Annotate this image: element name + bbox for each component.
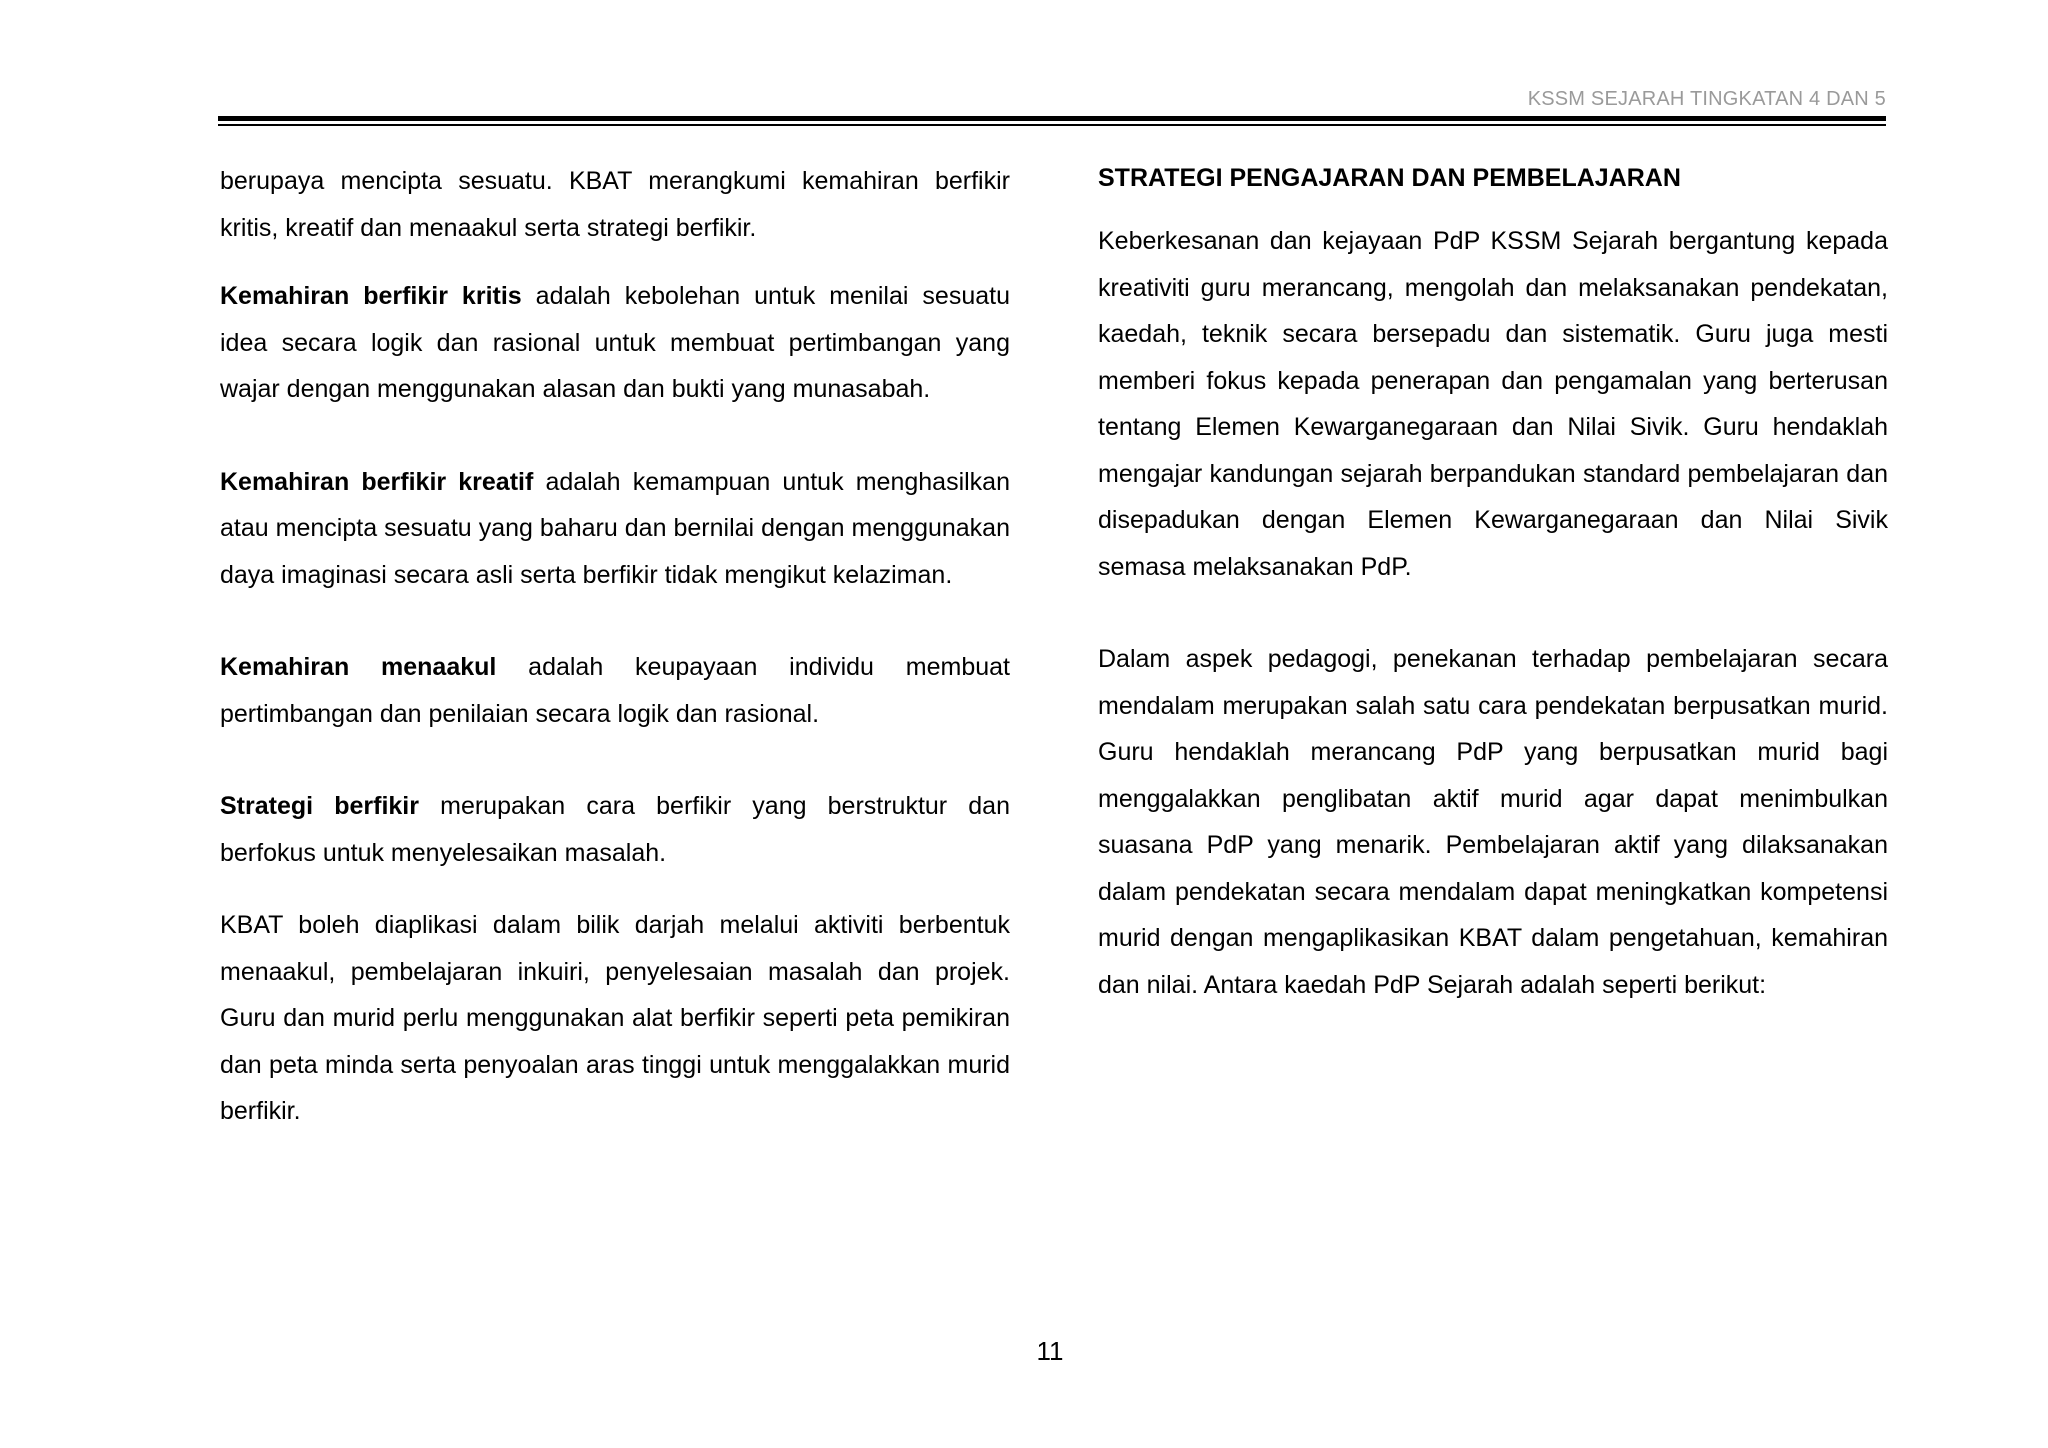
definition-thinking-strategy: merupakan cara berfikir yang berstruktur dan berfokus untuk menyelesaikan masalah. <box>220 792 1010 867</box>
section-heading: STRATEGI PENGAJARAN DAN PEMBELAJARAN <box>1098 164 1681 192</box>
term-thinking-strategy: Strategi berfikir <box>220 792 419 820</box>
paragraph-creative-thinking <box>220 459 1010 599</box>
definition-reasoning: adalah keupayaan individu membuat pertimbangan dan penilaian secara logik dan rasional. <box>220 653 1010 728</box>
paragraph-critical-thinking <box>220 273 1010 413</box>
header-rule-thin <box>218 124 1886 126</box>
left-column <box>220 158 1010 1135</box>
right-column <box>1098 158 1888 1008</box>
definition-creative-thinking: adalah kemampuan untuk menghasilkan atau mencipta sesuatu yang baharu dan bernilai dengan menggunakan daya imaginasi secara asli serta berfikir tidak mengikut kelaziman. <box>220 467 1010 589</box>
running-header: KSSM SEJARAH TINGKATAN 4 DAN 5 <box>1527 88 1886 110</box>
paragraph-kbat-intro: berupaya mencipta sesuatu. KBAT merangkumi kemahiran berfikir kritis, kreatif dan menaakul serta strategi berfikir. <box>220 167 1010 242</box>
header-rule-thick <box>218 116 1886 121</box>
paragraph-thinking-strategy <box>220 783 1010 876</box>
paragraph-kbat-application: KBAT boleh diaplikasi dalam bilik darjah melalui aktiviti berbentuk menaakul, pembelajaran inkuiri, penyelesaian masalah dan projek. Guru dan murid perlu menggunakan alat berfikir seperti peta pemikiran dan peta minda serta penyoalan aras tinggi untuk menggalakkan murid berfikir. <box>220 911 1010 1125</box>
page-number: 11 <box>1036 1336 1064 1366</box>
term-critical-thinking: Kemahiran berfikir kritis <box>220 282 522 310</box>
definition-critical-thinking: adalah kebolehan untuk menilai sesuatu idea secara logik dan rasional untuk membuat pertimbangan yang wajar dengan menggunakan alasan dan bukti yang munasabah. <box>220 282 1010 403</box>
paragraph-pedagogy: Dalam aspek pedagogi, penekanan terhadap pembelajaran secara mendalam merupakan salah satu cara pendekatan berpusatkan murid. Guru hendaklah merancang PdP yang berpusatkan murid bagi menggalakkan penglibatan aktif murid agar dapat menimbulkan suasana PdP yang menarik. Pembelajaran aktif yang dilaksanakan dalam pendekatan secara mendalam dapat meningkatkan kompetensi murid dengan mengaplikasikan KBAT dalam pengetahuan, kemahiran dan nilai. Antara kaedah PdP Sejarah adalah seperti berikut: <box>1098 645 1888 999</box>
paragraph-pdp-effectiveness: Keberkesanan dan kejayaan PdP KSSM Sejarah bergantung kepada kreativiti guru merancang, mengolah dan melaksanakan pendekatan, kaedah, teknik secara bersepadu dan sistematik. Guru juga mesti memberi fokus kepada penerapan dan pengamalan yang berterusan tentang Elemen Kewarganegaraan dan Nilai Sivik. Guru hendaklah mengajar kandungan sejarah berpandukan standard pembelajaran dan disepadukan dengan Elemen Kewarganegaraan dan Nilai Sivik semasa melaksanakan PdP. <box>1098 227 1888 581</box>
paragraph-reasoning <box>220 644 1010 737</box>
term-creative-thinking: Kemahiran berfikir kreatif <box>220 467 534 496</box>
term-reasoning: Kemahiran menaakul <box>220 653 497 681</box>
